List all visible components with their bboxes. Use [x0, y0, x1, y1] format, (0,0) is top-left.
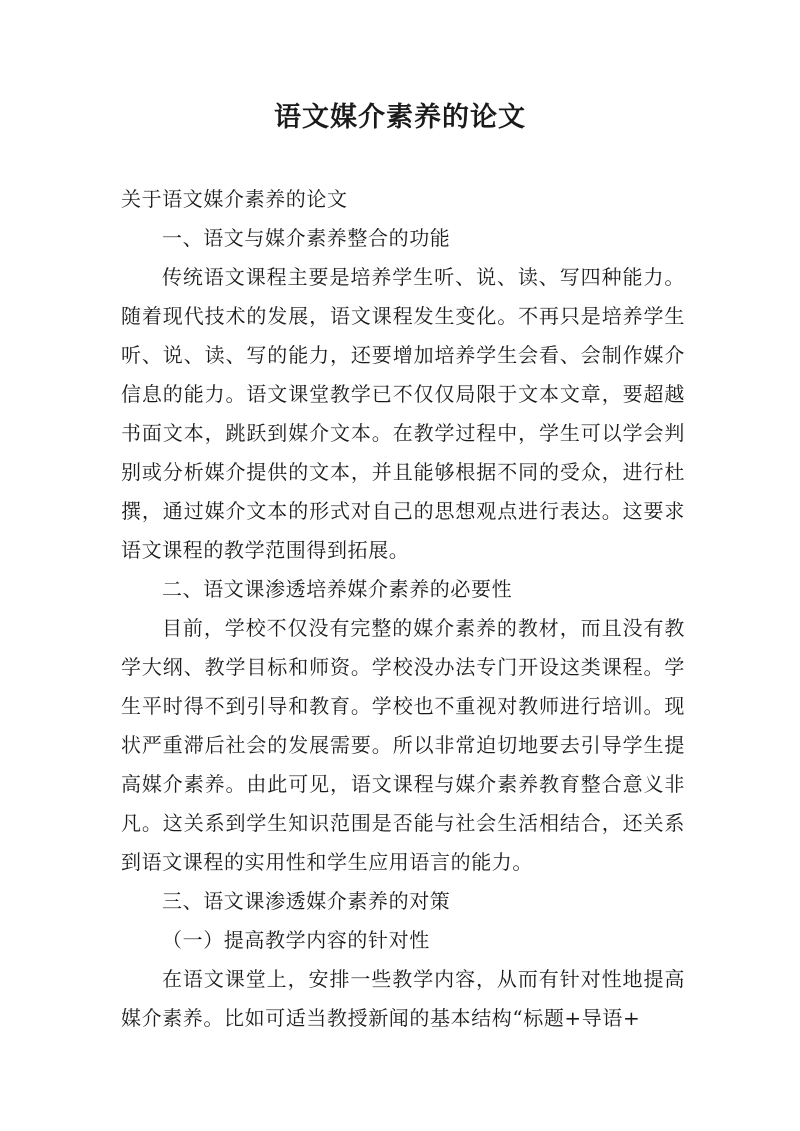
section-heading-3: 三、语文课渗透媒介素养的对策	[162, 889, 451, 913]
section-heading-1: 一、语文与媒介素养整合的功能	[162, 226, 451, 250]
section-heading-2: 二、语文课渗透培养媒介素养的必要性	[162, 577, 513, 601]
subsection-heading-1: （一）提高教学内容的针对性	[162, 928, 430, 952]
body-paragraph-3: 在语文课堂上，安排一些教学内容，从而有针对性地提高媒介素养。比如可适当教授新闻的基本结构“标题+导语+	[121, 967, 685, 1030]
document-title: 语文媒介素养的论文	[274, 102, 526, 133]
intro-line: 关于语文媒介素养的论文	[121, 187, 348, 211]
body-paragraph-2: 目前，学校不仅没有完整的媒介素养的教材，而且没有教学大纲、教学目标和师资。学校没办法专门开设这类课程。学生平时得不到引导和教育。学校也不重视对教师进行培训。现状严重滞后社会的发展需要。所以非常迫切地要去引导学生提高媒介素养。由此可见，语文课程与媒介素养教育整合意义非凡。这关系到学生知识范围是否能与社会生活相结合，还关系到语文课程的实用性和学生应用语言的能力。	[121, 616, 685, 874]
body-paragraph-1: 传统语文课程主要是培养学生听、说、读、写四种能力。随着现代技术的发展，语文课程发生变化。不再只是培养学生听、说、读、写的能力，还要增加培养学生会看、会制作媒介信息的能力。语文课堂教学已不仅仅局限于文本文章，要超越书面文本，跳跃到媒介文本。在教学过程中，学生可以学会判别或分析媒介提供的文本，并且能够根据不同的受众，进行杜撰，通过媒介文本的形式对自己的思想观点进行表达。这要求语文课程的教学范围得到拓展。	[121, 265, 685, 562]
document-body	[121, 180, 685, 1038]
